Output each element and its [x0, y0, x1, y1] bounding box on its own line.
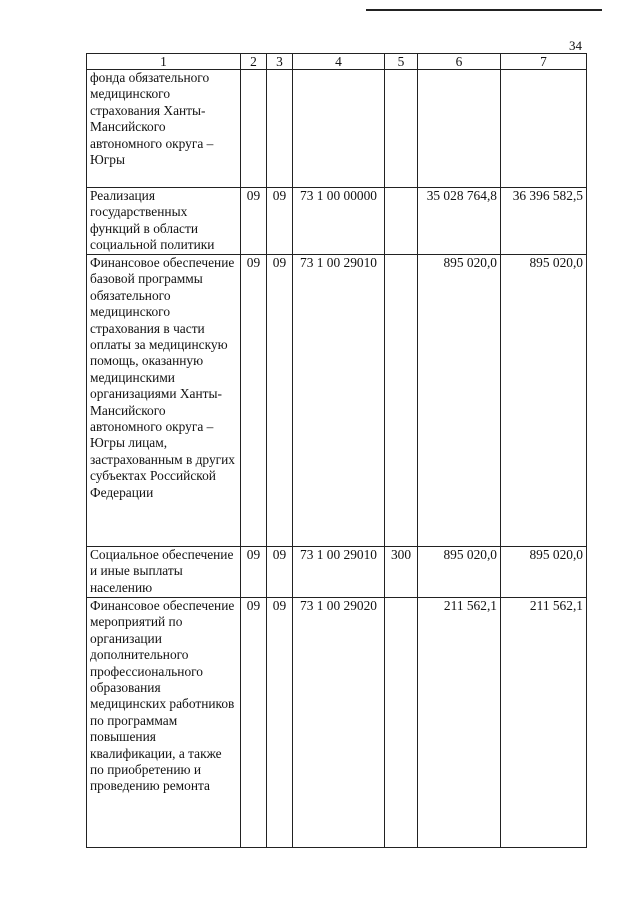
- expense-type-cell: [385, 598, 418, 848]
- header-cell: 3: [267, 54, 293, 70]
- sum1-cell: 211 562,1: [418, 598, 501, 848]
- target-cell: 73 1 00 29020: [293, 598, 385, 848]
- sum2-cell: 895 020,0: [501, 255, 587, 547]
- name-cell: Социальное обеспечение и иные выплаты населению: [87, 547, 241, 598]
- subsection-cell: 09: [267, 547, 293, 598]
- target-cell: 73 1 00 00000: [293, 188, 385, 255]
- section-cell: 09: [241, 547, 267, 598]
- sum2-cell: 211 562,1: [501, 598, 587, 848]
- sum1-cell: [418, 70, 501, 188]
- header-cell: 2: [241, 54, 267, 70]
- subsection-cell: 09: [267, 188, 293, 255]
- budget-table: [86, 53, 587, 848]
- sum1-cell: 895 020,0: [418, 547, 501, 598]
- top-rule: [366, 9, 602, 11]
- subsection-cell: 09: [267, 598, 293, 848]
- target-cell: 73 1 00 29010: [293, 547, 385, 598]
- name-cell: Финансовое обеспечение мероприятий по организации дополнительного профессионального образования медицинских работников по программам повышения квалификации, а также по приобретению и проведению ремонта: [87, 598, 241, 848]
- section-cell: 09: [241, 255, 267, 547]
- table-row: [87, 255, 587, 547]
- page-number: 34: [569, 38, 582, 53]
- name-cell: фонда обязательного медицинского страхования Ханты-Мансийского автономного округа – Югры: [87, 70, 241, 188]
- target-cell: [293, 70, 385, 188]
- sum2-cell: [501, 70, 587, 188]
- subsection-cell: 09: [267, 255, 293, 547]
- expense-type-cell: [385, 188, 418, 255]
- expense-type-cell: 300: [385, 547, 418, 598]
- sum2-cell: 36 396 582,5: [501, 188, 587, 255]
- sum2-cell: 895 020,0: [501, 547, 587, 598]
- subsection-cell: [267, 70, 293, 188]
- header-cell: 1: [87, 54, 241, 70]
- sum1-cell: 895 020,0: [418, 255, 501, 547]
- target-cell: 73 1 00 29010: [293, 255, 385, 547]
- table-row: [87, 70, 587, 188]
- header-cell: 5: [385, 54, 418, 70]
- table-row: [87, 547, 587, 598]
- header-cell: 7: [501, 54, 587, 70]
- expense-type-cell: [385, 255, 418, 547]
- sum1-cell: 35 028 764,8: [418, 188, 501, 255]
- section-cell: [241, 70, 267, 188]
- name-cell: Реализация государственных функций в области социальной политики: [87, 188, 241, 255]
- header-cell: 4: [293, 54, 385, 70]
- expense-type-cell: [385, 70, 418, 188]
- header-row: [87, 54, 587, 70]
- table-row: [87, 188, 587, 255]
- section-cell: 09: [241, 598, 267, 848]
- table-row: [87, 598, 587, 848]
- header-cell: 6: [418, 54, 501, 70]
- name-cell: Финансовое обеспечение базовой программы обязательного медицинского страхования в части оплаты за медицинскую помощь, оказанную медицинскими организациями Ханты-Мансийского автономного округа – Югры лицам, застрахованным в других субъектах Российской Федерации: [87, 255, 241, 547]
- section-cell: 09: [241, 188, 267, 255]
